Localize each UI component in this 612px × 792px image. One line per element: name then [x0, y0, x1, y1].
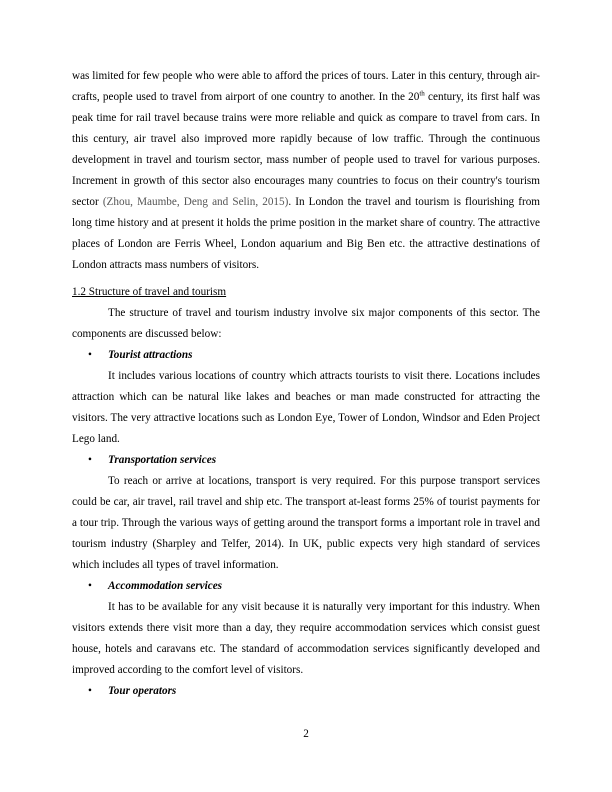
ordinal-superscript: th: [419, 89, 425, 98]
bullet-paragraph: It includes various locations of country which attracts tourists to visit there. Locations includes attraction which can be natural like lakes and beaches or man made constructed for attracting the visitors. The very attractive locations such as London Eye, Tower of London, Windsor and Eden Project Lego land.: [72, 370, 540, 445]
intro-text-2: century, its first half was peak time for rail travel because trains were more reliable and quick as compare to travel from cars. In this century, air travel also improved more rapidly because of low traffic. Through the continuous development in travel and tourism sector, mass number of people used to travel for various purposes. Increment in growth of this sector also encourages many countries to focus on their country's tourism sector: [72, 91, 541, 208]
bullet-transportation-services: [72, 450, 540, 471]
intro-text-1: was limited for few people who were able to afford the prices of tours. Later in this century, through air-crafts, people used to travel from airport of one country to another. In the 20: [72, 70, 540, 103]
citation: (Zhou, Maumbe, Deng and Selin, 2015): [102, 196, 289, 208]
bullet-paragraph: To reach or arrive at locations, transport is very required. For this purpose transport services could be car, air travel, rail travel and ship etc. The transport at-least forms 25% of tourist payments for a tour trip. Through the various ways of getting around the transport forms a important role in travel and tourism industry (Sharpley and Telfer, 2014). In UK, public expects very high standard of services which includes all types of travel information.: [72, 475, 540, 571]
intro-paragraph: [72, 66, 540, 276]
section-heading: 1.2 Structure of travel and tourism: [72, 286, 227, 298]
bullet-title: Tour operators: [108, 685, 177, 697]
section-intro: The structure of travel and tourism industry involve six major components of this sector. The components are discussed below:: [72, 307, 540, 340]
bullet-accommodation-services: [72, 576, 540, 597]
bullet-tourist-attractions: [72, 345, 540, 366]
bullet-title: Tourist attractions: [108, 349, 193, 361]
page-number: 2: [303, 728, 309, 740]
bullet-icon: •: [88, 454, 92, 466]
bullet-icon: •: [88, 349, 92, 361]
intro-text-3: . In London the travel and tourism is flourishing from long time history and at present it holds the prime position in the market share of country. The attractive places of London are Ferris Wheel, London aquarium and Big Ben etc. the attractive destinations of London attracts mass numbers of visitors.: [72, 196, 540, 271]
bullet-icon: •: [88, 685, 92, 697]
bullet-icon: •: [88, 580, 92, 592]
bullet-paragraph: It has to be available for any visit because it is naturally very important for this industry. When visitors extends there visit more than a day, they require accommodation services which consist guest house, hotels and caravans etc. The standard of accommodation services significantly developed and improved according to the comfort level of visitors.: [72, 601, 540, 676]
bullet-title: Accommodation services: [108, 580, 223, 592]
document-page: [72, 66, 540, 702]
bullet-title: Transportation services: [108, 454, 217, 466]
bullet-tour-operators: [72, 681, 540, 702]
